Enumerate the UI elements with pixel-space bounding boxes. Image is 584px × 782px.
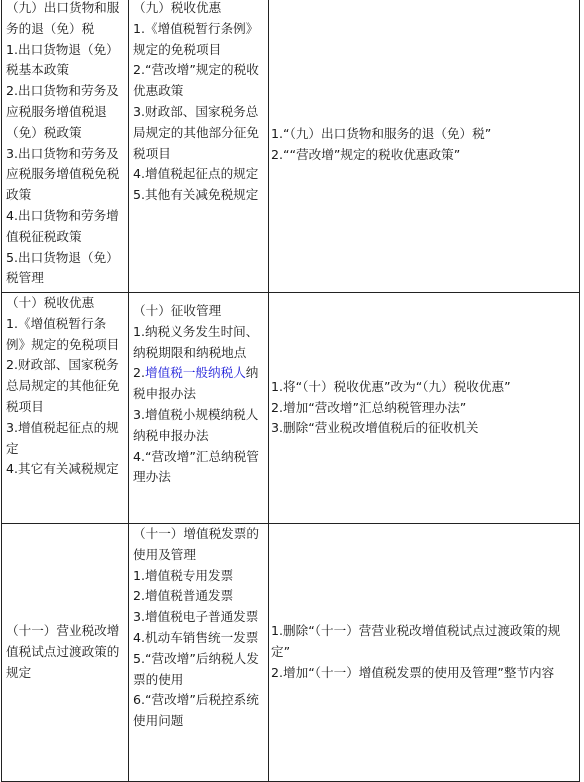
cell-line: 1.将“（十）税收优惠”改为“（九）税收优惠” bbox=[271, 378, 511, 394]
row1-col3 bbox=[269, 0, 580, 293]
cell-line: 5.出口货物退（免）税管理 bbox=[6, 249, 119, 286]
cell-line: 1.《增值税暂行条例》规定的免税项目 bbox=[6, 315, 120, 352]
row1-col2 bbox=[129, 0, 269, 293]
general-taxpayer-link[interactable]: 增值税一般纳税人 bbox=[145, 365, 246, 381]
cell-line: 6.“营改增”后税控系统使用问题 bbox=[133, 692, 259, 729]
cell-line: 2.出口货物和劳务及应税服务增值税退（免）税政策 bbox=[6, 83, 119, 140]
table-row bbox=[2, 293, 580, 524]
row3-col2 bbox=[129, 524, 269, 782]
cell-line: 3.出口货物和劳务及应税服务增值税免税政策 bbox=[6, 145, 120, 203]
cell-line: 1.“（九）出口货物和服务的退（免）税” bbox=[271, 126, 492, 142]
cell-line: 1.出口货物退（免）税基本政策 bbox=[6, 41, 119, 78]
row3-col3 bbox=[269, 524, 580, 782]
cell-line: 3.删除“营业税改增值税后的征收机关 bbox=[271, 420, 479, 436]
cell-line: （十）征收管理 bbox=[133, 303, 222, 318]
cell-line: 3.增值税起征点的规定 bbox=[6, 419, 119, 456]
cell-line: 1.删除“（十一）营营业税改增值税试点过渡政策的规定” bbox=[271, 623, 561, 660]
row2-col1 bbox=[2, 293, 129, 524]
cell-line: 2.““营改增”规定的税收优惠政策” bbox=[271, 147, 461, 162]
cell-line: 3.增值税电子普通发票 bbox=[133, 609, 259, 625]
row2-col3 bbox=[269, 293, 580, 524]
cell-line: （九）出口货物和服务的退（免）税 bbox=[6, 0, 120, 36]
cell-line: 4.出口货物和劳务增值税征税政策 bbox=[6, 207, 119, 244]
cell-line: 5.“营改增”后纳税人发票的使用 bbox=[133, 650, 259, 687]
cell-line bbox=[133, 363, 265, 405]
cell-line: 2.“营改增”规定的税收优惠政策 bbox=[133, 62, 259, 99]
row1-col1 bbox=[2, 0, 129, 293]
cell-line: 3.财政部、国家税务总局规定的其他部分征免税项目 bbox=[133, 103, 259, 161]
table-row bbox=[2, 524, 580, 782]
cell-line: 2.财政部、国家税务总局规定的其他征免税项目 bbox=[6, 357, 120, 414]
cell-line: 2.增加“营改增”汇总纳税管理办法” bbox=[271, 399, 467, 415]
cell-line: 1.纳税义务发生时间、纳税期限和纳税地点 bbox=[133, 323, 259, 360]
item-number: 2. bbox=[133, 365, 146, 381]
cell-line: 4.增值税起征点的规定 bbox=[133, 166, 259, 182]
cell-line: （十一）增值税发票的使用及管理 bbox=[133, 526, 259, 562]
cell-line: （九）税收优惠 bbox=[133, 0, 222, 15]
row3-col1 bbox=[2, 524, 129, 782]
cell-line: 4.机动车销售统一发票 bbox=[133, 629, 259, 645]
cell-line: 2.增值税普通发票 bbox=[133, 588, 234, 604]
cell-line: 1.《增值税暂行条例》规定的免税项目 bbox=[133, 20, 259, 57]
cell-line: 5.其他有关减免税规定 bbox=[133, 187, 259, 203]
cell-line: 3.增值税小规模纳税人纳税申报办法 bbox=[133, 406, 259, 443]
cell-line: （十）税收优惠 bbox=[6, 295, 95, 310]
cell-line: （十一）营业税改增值税试点过渡政策的规定 bbox=[6, 623, 120, 680]
cell-line: 2.增加“（十一）增值税发票的使用及管理”整节内容 bbox=[271, 664, 555, 680]
table-row bbox=[2, 0, 580, 293]
row2-col2 bbox=[129, 293, 269, 524]
cell-line: 4.“营改增”汇总纳税管理办法 bbox=[133, 448, 259, 485]
cell-line: 4.其它有关减税规定 bbox=[6, 461, 119, 477]
cell-line: 1.增值税专用发票 bbox=[133, 567, 234, 583]
comparison-table bbox=[1, 0, 580, 782]
item-text: 纳税申报办法 bbox=[133, 365, 259, 402]
